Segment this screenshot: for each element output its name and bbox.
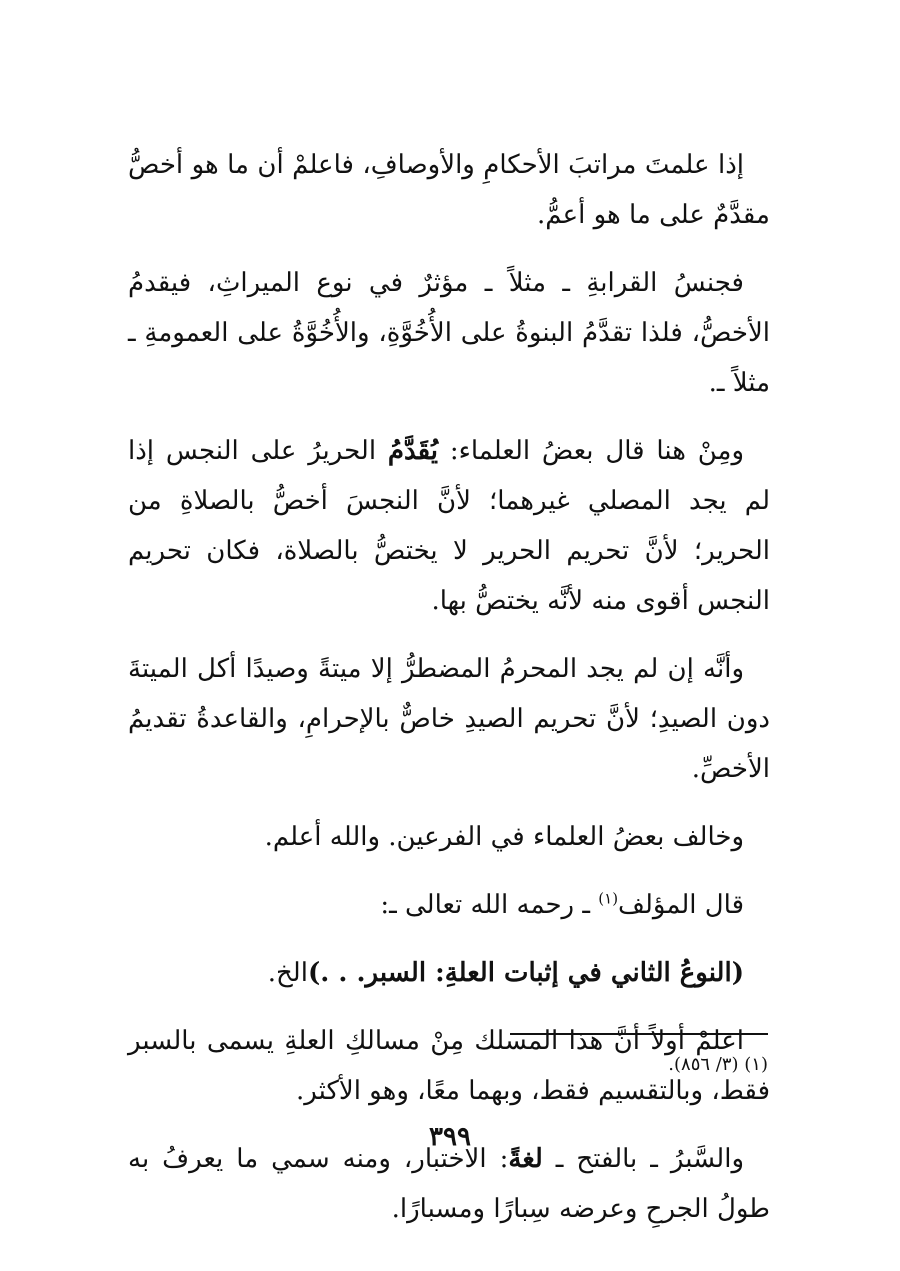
paragraph-9-lead: والسَّبرُ ـ بالفتح ـ: [542, 1144, 745, 1174]
paragraph-5: وخالف بعضُ العلماء في الفرعين. والله أعلم.: [264, 822, 744, 852]
paragraph-3-rest: الحريرُ على النجس إذا لم يجد المصلي غيرهما؛ لأنَّ النجسَ أخصُّ بالصلاةِ من الحرير؛ لأنَّ تحريم الحرير لا يختصُّ بالصلاة، فكان تحريم النجس أقوى منه لأنَّه يختصُّ بها.: [128, 436, 770, 616]
paragraph-9-emphasis: لغةً: [508, 1144, 543, 1174]
author-said: قال المؤلف: [618, 890, 744, 920]
section-heading-quote: (النوعُ الثاني في إثبات العلةِ: السبر. . .): [307, 958, 744, 988]
paragraph-3-emphasis: يُقَدَّمُ: [387, 436, 439, 466]
paragraph-3-lead: ومِنْ هنا قال بعضُ العلماء:: [438, 436, 745, 466]
paragraph-1: إذا علمتَ مراتبَ الأحكامِ والأوصافِ، فاعلمْ أن ما هو أخصُّ مقدَّمٌ على ما هو أعمُّ.: [128, 150, 770, 230]
paragraph-9-rest: : الاختبار، ومنه سمي ما يعرفُ به طولُ الجرحِ وعرضه سِبارًا ومسبارًا.: [128, 1144, 770, 1224]
author-blessing: ـ رحمه الله تعالى ـ:: [380, 890, 599, 920]
paragraph-4: وأنَّه إن لم يجد المحرمُ المضطرُّ إلا ميتةً وصيدًا أكل الميتةَ دون الصيدِ؛ لأنَّ تحريم الصيدِ خاصٌّ بالإحرامِ، والقاعدةُ تقديمُ الأخصِّ.: [128, 654, 770, 784]
footnote-reference[interactable]: (١): [598, 889, 619, 908]
paragraph-8: اعلمْ أولاً أنَّ هذا المسلك مِنْ مسالكِ العلةِ يسمى بالسبر فقط، وبالتقسيم فقط، وبهما معًا، وهو الأكثر.: [128, 1026, 770, 1106]
paragraph-6: [128, 880, 770, 930]
footnote-divider: [510, 1033, 768, 1035]
section-heading-etc: الخ.: [267, 958, 308, 988]
paragraph-7: [128, 948, 770, 998]
paragraph-3: [128, 426, 770, 626]
page-number: ٣٩٩: [429, 1122, 471, 1152]
paragraph-2: فجنسُ القرابةِ ـ مثلاً ـ مؤثرٌ في نوع الميراثِ، فيقدمُ الأخصُّ، فلذا تقدَّمُ البنوةُ على الأُخُوَّةِ، والأُخُوَّةُ على العمومةِ ـ مثلاً ـ.: [128, 268, 770, 398]
footnote: (١) (٣/ ٨٥٦).: [668, 1054, 768, 1075]
page-body: [128, 140, 770, 1252]
